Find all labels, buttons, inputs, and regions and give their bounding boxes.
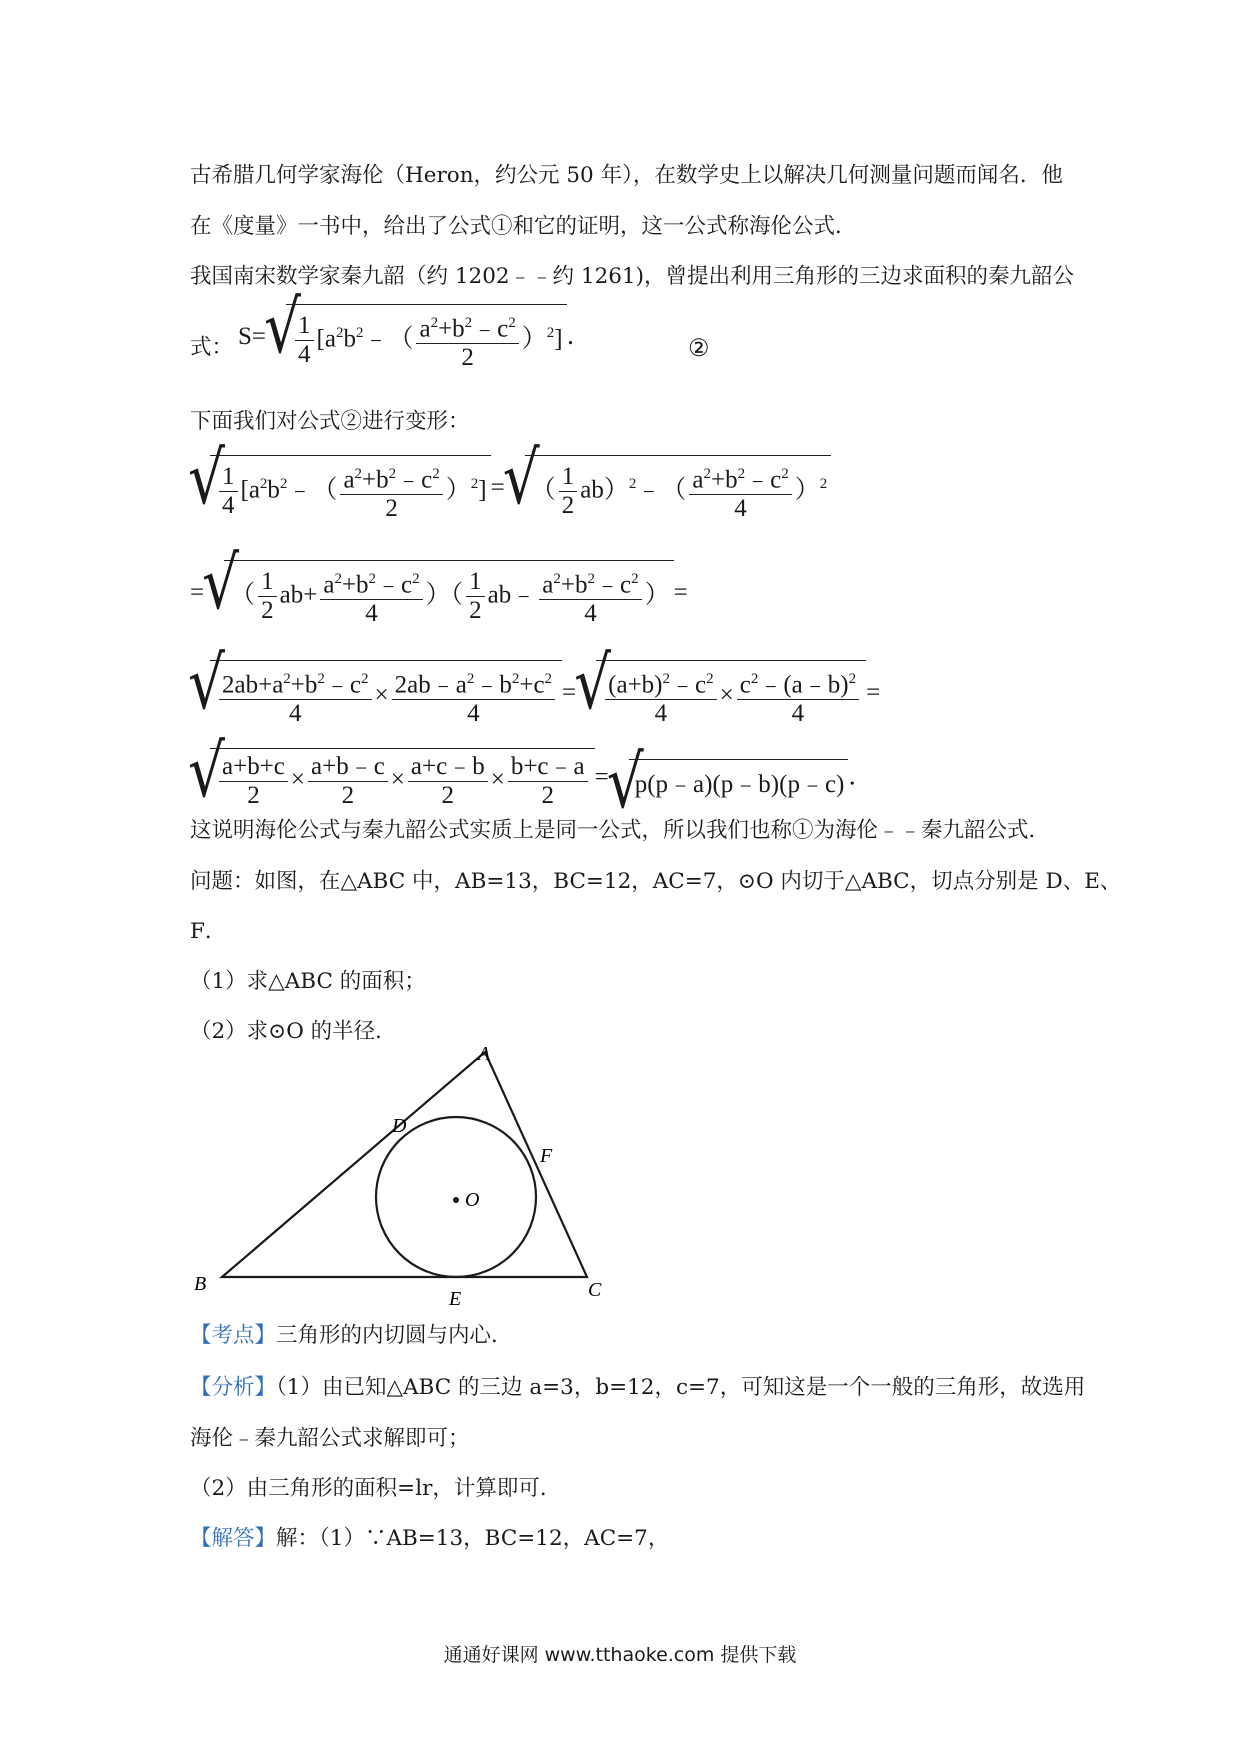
paragraph-heron-intro: 古希腊几何学家海伦（Heron，约公元 50 年），在数学史上以解决几何测量问题而闻名．他	[190, 163, 1063, 188]
derivation-line-2: =√ （ $\frac{1}{2}$ ab+ $\frac{a^2+b^2﹣c^2}{4}$ ）（ $\frac{1}{2}$ ab﹣ $\frac{a^2+b^2﹣c^2}{4}$ ） =	[190, 560, 688, 628]
paragraph-heron-intro-2: 在《度量》一书中，给出了公式①和它的证明，这一公式称海伦公式．	[190, 214, 857, 239]
label-b: B	[194, 1273, 207, 1295]
kaodian-line	[190, 1322, 513, 1350]
fenxi-tag: 【分析】	[190, 1375, 277, 1400]
formula-marker: ②	[688, 334, 710, 362]
paragraph-qin-intro: 我国南宋数学家秦九韶（约 1202﹣﹣约 1261)，曾提出利用三角形的三边求面积的秦九韶公	[190, 264, 1074, 289]
label-c: C	[588, 1279, 602, 1301]
formula-qin: S= √ $\frac{1}{4}$ [$a^2b^2﹣$（ $\frac{a^2+b^2﹣c^2}{2}$ ）$^2$] ．	[238, 304, 592, 372]
formula-lead: 式：	[190, 335, 234, 360]
footer: 通通好课网 www.tthaoke.com 提供下载	[443, 1644, 797, 1666]
kaodian-tag: 【考点】	[190, 1323, 277, 1348]
derivation-line-4: √ $\frac{a+b+c}{2}$ × $\frac{a+b﹣c}{2}$ × $\frac{a+c﹣b}{2}$ × $\frac{b+c﹣a}{2}$ =√ p(p﹣a)(p﹣b)(p﹣c) ．	[190, 748, 873, 810]
label-e: E	[449, 1288, 462, 1310]
incircle	[376, 1117, 536, 1277]
label-a: A	[478, 1043, 491, 1065]
triangle-abc	[222, 1052, 587, 1277]
label-f: F	[540, 1145, 553, 1167]
fenxi-line	[190, 1374, 1085, 1402]
paragraph-conclusion: 这说明海伦公式与秦九韶公式实质上是同一公式，所以我们也称①为海伦﹣﹣秦九韶公式．	[190, 818, 1051, 843]
center-point	[453, 1197, 459, 1203]
question-2: （2）求⊙O 的半径．	[190, 1019, 397, 1044]
jieda-line	[190, 1525, 669, 1553]
paragraph-transform: 下面我们对公式②进行变形：	[190, 409, 470, 434]
kaodian-text: 三角形的内切圆与内心．	[276, 1323, 513, 1348]
jieda-text: 解：（1）∵AB=13，BC=12，AC=7，	[276, 1526, 670, 1551]
derivation-line-3: √ $\frac{2ab+a^2+b^2﹣c^2}{4}$ × $\frac{2ab﹣a^2﹣b^2+c^2}{4}$ = √ $\frac{(a+b)^2﹣c^2}{4}$ × $\frac{c^2﹣(a﹣b)^2}{4}$ =	[190, 660, 880, 728]
question-1: （1）求△ABC 的面积；	[190, 969, 426, 994]
fenxi-text: （1）由已知△ABC 的三边 a=3，b=12，c=7，可知这是一个一般的三角形，故选用	[276, 1375, 1086, 1400]
fenxi-line-2: 海伦﹣秦九韶公式求解即可；	[190, 1426, 470, 1451]
problem-statement: 问题：如图，在△ABC 中，AB=13，BC=12，AC=7，⊙O 内切于△ABC，切点分别是 D、E、	[190, 869, 1122, 894]
label-o: O	[465, 1189, 480, 1211]
derivation-line-1: √ $\frac{1}{4}$ [$a^2b^2﹣$（ $\frac{a^2+b^2﹣c^2}{2}$ ）$^2$] =√ （ $\frac{1}{2}$ ab）$^2$﹣（ $\frac{a^2+b^2﹣c^2}{4}$ ）$^2$	[190, 455, 831, 523]
label-d: D	[392, 1115, 407, 1137]
problem-statement-2: F．	[190, 919, 227, 944]
jieda-tag: 【解答】	[190, 1526, 277, 1551]
fenxi-line-3: （2）由三角形的面积=lr，计算即可．	[190, 1476, 562, 1501]
